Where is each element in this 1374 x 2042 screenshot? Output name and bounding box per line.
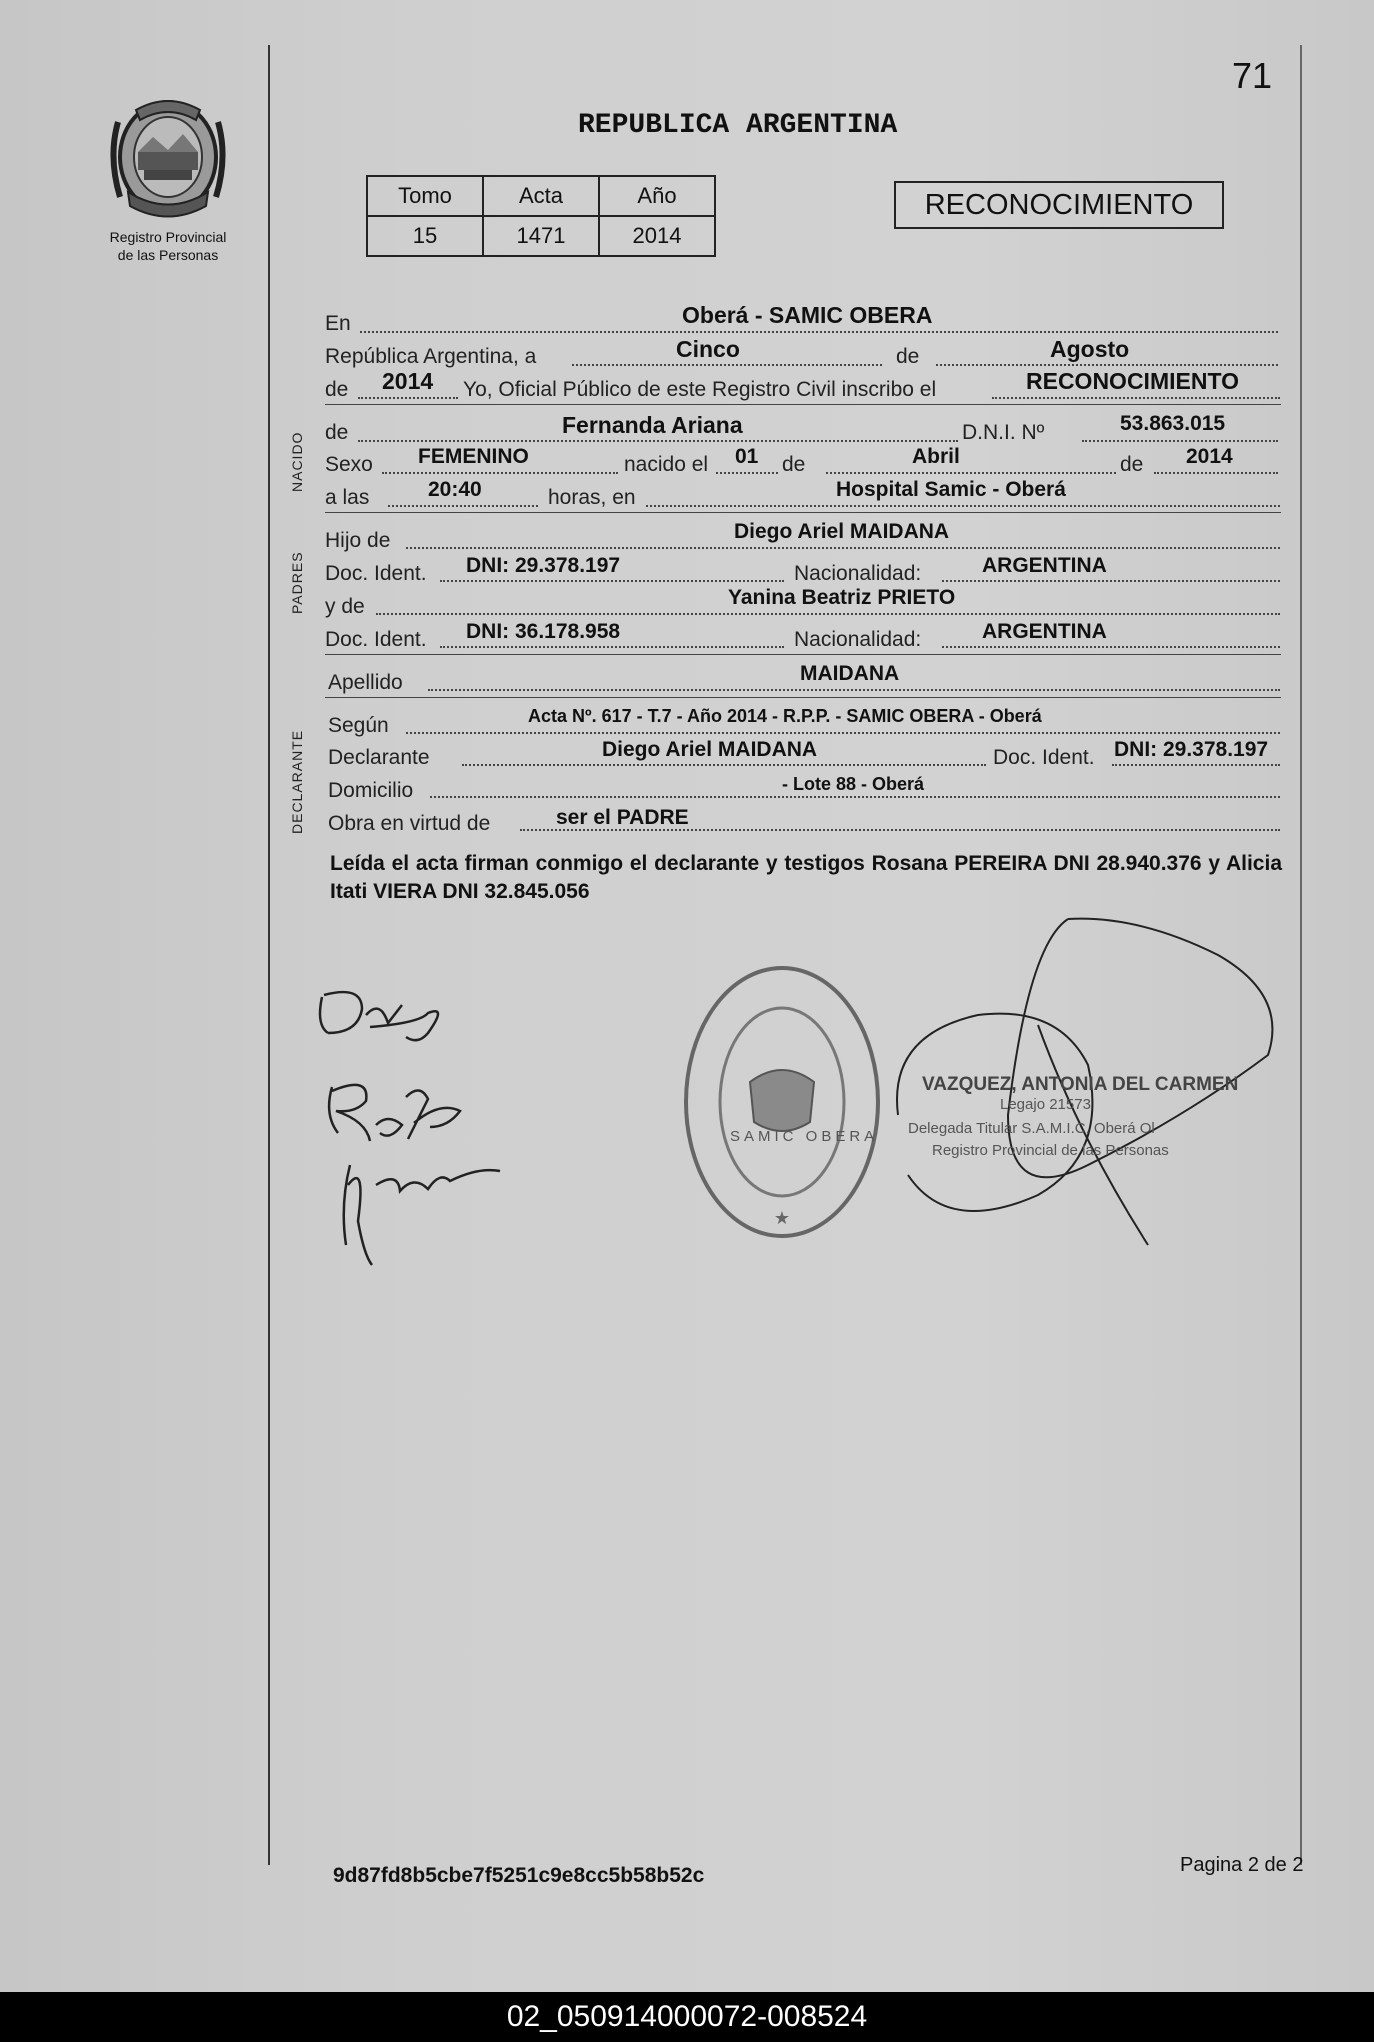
record-year: 2014 [382,368,434,394]
label-declarante: Declarante [328,746,430,769]
label-republica: República Argentina, a [325,345,537,368]
label-dni: D.N.I. Nº [962,421,1045,444]
record-father-nationality: ARGENTINA [982,554,1107,577]
misiones-seal-icon [108,92,228,222]
round-stamp-inner: SAMIC OBERA [730,1128,879,1145]
page-number: 71 [1232,55,1273,96]
label-horas-en: horas, en [548,486,636,509]
record-birth-month: Abril [912,445,960,468]
separator-1 [325,404,1281,405]
record-mother-name: Yanina Beatriz PRIETO [728,586,956,609]
logo-caption-2: de las Personas [117,247,219,263]
act-type-box: RECONOCIMIENTO [894,181,1224,229]
dots-address [430,796,1280,798]
record-birth-time: 20:40 [428,478,482,501]
label-obra-en-virtud: Obra en virtud de [328,812,491,835]
dots-surname [428,689,1280,691]
header-acta: Acta [483,176,599,216]
dots-declarant-doc [1112,764,1280,766]
register-table [366,175,716,257]
label-domicilio: Domicilio [328,779,414,802]
document-hash: 9d87fd8b5cbe7f5251c9e8cc5b58b52c [333,1864,705,1887]
logo-caption-1: Registro Provincial [109,229,227,245]
dots-place [360,331,1278,333]
official-line3: Registro Provincial de las Personas [932,1142,1169,1159]
scan-id: 02_050914000072-008524 [506,2000,868,2033]
dots-mother-doc [440,646,784,648]
dots-child [358,440,958,442]
record-declarant: Diego Ariel MAIDANA [602,738,818,761]
record-day: Cinco [676,336,740,362]
record-birth-year: 2014 [1186,445,1233,468]
dots-sex [382,472,618,474]
label-de-year: de [325,378,349,401]
official-legajo: Legajo 21573 [1000,1096,1091,1113]
signatures [310,975,510,1275]
dots-birth-day [716,472,778,474]
dots-month [936,364,1278,366]
dots-mother [376,613,1280,615]
pagination: Pagina 2 de 2 [1180,1854,1304,1876]
label-hijo-de: Hijo de [325,529,391,552]
record-birth-day: 01 [735,445,759,468]
record-month: Agosto [1050,336,1130,362]
label-nacionalidad-mother: Nacionalidad: [794,628,922,651]
label-doc-ident-mother: Doc. Ident. [325,628,427,651]
side-label-declarante: DECLARANTE [289,729,305,834]
separator-3 [325,654,1281,655]
record-surname: MAIDANA [800,662,900,685]
page-title: REPUBLICA ARGENTINA [578,110,898,141]
label-doc-ident-father: Doc. Ident. [325,562,427,585]
official-name: VAZQUEZ, ANTONIA DEL CARMEN [922,1074,1239,1095]
record-place: Oberá - SAMIC OBERA [682,302,933,328]
side-label-nacido: NACIDO [289,431,305,492]
label-segun: Según [328,714,389,737]
dots-year [358,397,458,399]
record-father-doc: DNI: 29.378.197 [466,554,621,577]
dots-time [388,505,538,507]
record-inscription: RECONOCIMIENTO [1026,368,1239,394]
scan-id-bar [0,1992,1374,2042]
dots-father-nat [942,580,1280,582]
registry-logo [108,92,228,222]
round-stamp-icon [680,962,884,1242]
label-y-de: y de [325,595,365,618]
record-father-name: Diego Ariel MAIDANA [734,520,950,543]
header-ano: Año [599,176,715,216]
separator-2 [325,512,1281,513]
record-by-virtue-of: ser el PADRE [556,806,689,829]
record-declarant-doc: DNI: 29.378.197 [1114,738,1269,761]
label-doc-ident-declarant: Doc. Ident. [993,746,1095,769]
label-de-month: de [896,345,920,368]
left-margin-rule [268,45,270,1865]
label-en: En [325,312,351,335]
dots-father-doc [440,580,784,582]
record-address: - Lote 88 - Oberá [782,774,925,794]
label-yo-oficial: Yo, Oficial Público de este Registro Civil inscribo el [463,378,937,401]
dots-birth-place [646,505,1280,507]
header-tomo: Tomo [367,176,483,216]
official-line2: Delegada Titular S.A.M.I.C. Oberá Ol [908,1120,1155,1137]
label-nacido-el: nacido el [624,453,709,476]
record-mother-nationality: ARGENTINA [982,620,1107,643]
right-edge-rule [1300,45,1302,1865]
dots-dni [1082,440,1278,442]
dots-inscription [992,397,1280,399]
dots-day [572,364,882,366]
label-de-child: de [325,421,349,444]
label-apellido: Apellido [328,671,403,694]
value-acta: 1471 [483,216,599,256]
record-mother-doc: DNI: 36.178.958 [466,620,621,643]
label-de-birth-month: de [782,453,806,476]
closing-text: Leída el acta firman conmigo el declarante y testigos Rosana PEREIRA DNI 28.940.376 y Alicia Itati VIERA DNI 32.845.056 [330,852,1282,903]
record-child-name: Fernanda Ariana [562,412,743,438]
separator-4 [325,697,1281,698]
record-according-to: Acta Nº. 617 - T.7 - Año 2014 - R.P.P. - SAMIC OBERA - Oberá [528,706,1042,726]
value-ano: 2014 [599,216,715,256]
side-label-padres: PADRES [289,551,305,614]
dots-declarant [462,764,986,766]
label-nacionalidad-father: Nacionalidad: [794,562,922,585]
label-a-las: a las [325,486,370,509]
label-de-birth-year: de [1120,453,1144,476]
record-birth-place: Hospital Samic - Oberá [836,478,1066,501]
label-sexo: Sexo [325,453,373,476]
record-child-dni: 53.863.015 [1120,412,1226,435]
dots-segun [406,732,1280,734]
dots-birth-month [826,472,1116,474]
registry-round-stamp [680,962,884,1242]
record-sex: FEMENINO [418,445,529,468]
dots-birth-year [1154,472,1278,474]
svg-text:★: ★ [773,1208,791,1229]
value-tomo: 15 [367,216,483,256]
dots-mother-nat [942,646,1280,648]
dots-father [406,547,1280,549]
